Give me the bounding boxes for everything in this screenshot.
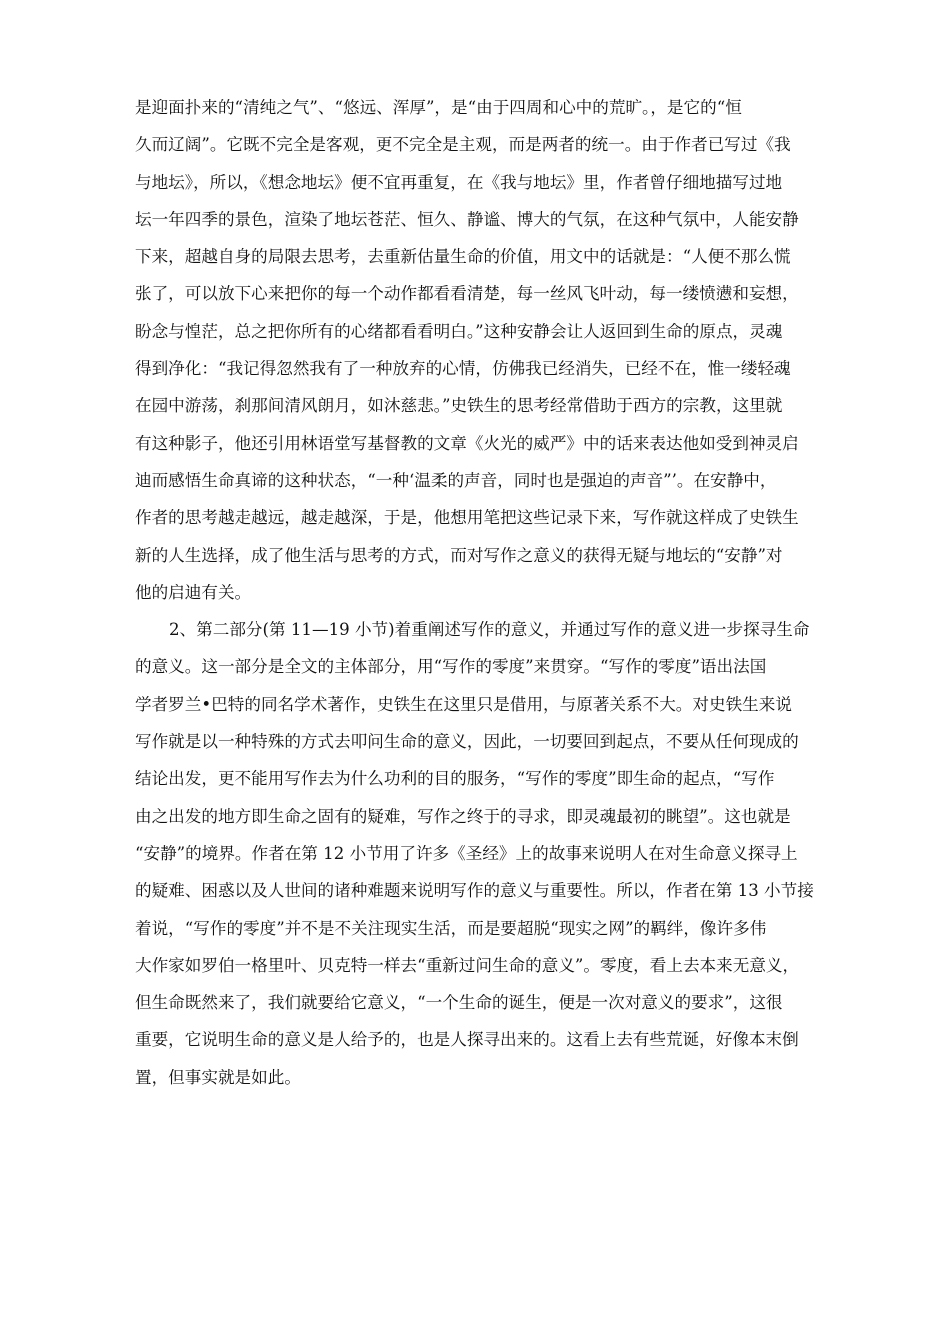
text-line: 由之出发的地方即生命之固有的疑难，写作之终于的寻求，即灵魂最初的眺望”。这也就是 [135,806,791,826]
text-line: 但生命既然来了，我们就要给它意义，“一个生命的诞生，便是一次对意义的要求”，这很 [135,993,783,1013]
text-line: 学者罗兰•巴特的同名学术著作，史铁生在这里只是借用，与原著关系不大。对史铁生来说 [135,694,792,714]
text-line: 的意义。这一部分是全文的主体部分，用“写作的零度”来贯穿。“写作的零度”语出法国 [135,657,767,677]
text-line: 结论出发，更不能用写作去为什么功利的目的服务，“写作的零度”即生命的起点，“写作 [135,769,775,789]
text-line: 迪而感悟生命真谛的这种状态，“一种‘温柔的声音，同时也是强迫的声音”’。在安静中， [135,470,777,490]
document-body [135,89,817,1096]
text-line: 久而辽阔”。它既不完全是客观，更不完全是主观，而是两者的统一。由于作者已写过《我 [135,135,791,155]
text-line: 下来，超越自身的局限去思考，去重新估量生命的价值，用文中的话就是：“人便不那么慌 [135,247,791,267]
text-line: 盼念与惶茫，总之把你所有的心绪都看看明白。”这种安静会让人返回到生命的原点，灵魂 [135,321,783,341]
text-line: 大作家如罗伯一格里叶、贝克特一样去“重新过问生命的意义”。零度，看上去本来无意义， [135,955,800,975]
text-line: 作者的思考越走越远，越走越深，于是，他想用笔把这些记录下来，写作就这样成了史铁生 [135,508,799,528]
text-line: 新的人生选择，成了他生活与思考的方式，而对写作之意义的获得无疑与地坛的“安静”对 [135,545,783,565]
text-line: 在园中游荡，刹那间清风朗月，如沐慈悲。”史铁生的思考经常借助于西方的宗教，这里就 [135,396,783,416]
text-line: 写作就是以一种特殊的方式去叩问生命的意义，因此，一切要回到起点，不要从任何现成的 [135,732,799,752]
text-line: 坛一年四季的景色，渲染了地坛苍茫、恒久、静谧、博大的气氛，在这种气氛中，人能安静 [135,209,799,229]
text-line: 与地坛》，所以，《想念地坛》便不宜再重复，在《我与地坛》里，作者曾仔细地描写过地 [135,172,783,192]
text-line: 有这种影子，他还引用林语堂写基督教的文章《火光的威严》中的话来表达他如受到神灵启 [135,433,799,453]
text-line: “安静”的境界。作者在第 12 小节用了许多《圣经》上的故事来说明人在对生命意义探寻上 [135,843,798,863]
text-line: 是迎面扑来的“清纯之气”、“悠远、浑厚”，是“由于四周和心中的荒旷。，是它的“恒 [135,98,742,117]
text-line: 的疑难、困惑以及人世间的诸种难题来说明写作的意义与重要性。所以，作者在第 13 小节接 [135,881,814,901]
text-line: 张了，可以放下心来把你的每一个动作都看看清楚，每一丝风飞叶动，每一缕愤懑和妄想， [135,284,799,304]
text-line: 置，但事实就是如此。 [135,1067,301,1087]
text-line: 他的启迪有关。 [135,582,252,602]
paragraph-start-line: 2、第二部分(第 11—19 小节)着重阐述写作的意义，并通过写作的意义进一步探寻生命 [169,620,810,640]
text-line: 着说，“写作的零度”并不是不关注现实生活，而是要超脱“现实之网”的羁绊，像许多伟 [135,918,767,938]
text-line: 重要，它说明生命的意义是人给予的，也是人探寻出来的。这看上去有些荒诞，好像本末倒 [135,1030,799,1050]
text-line: 得到净化：“我记得忽然我有了一种放弃的心情，仿佛我已经消失，已经不在，惟一缕轻魂 [135,359,791,379]
